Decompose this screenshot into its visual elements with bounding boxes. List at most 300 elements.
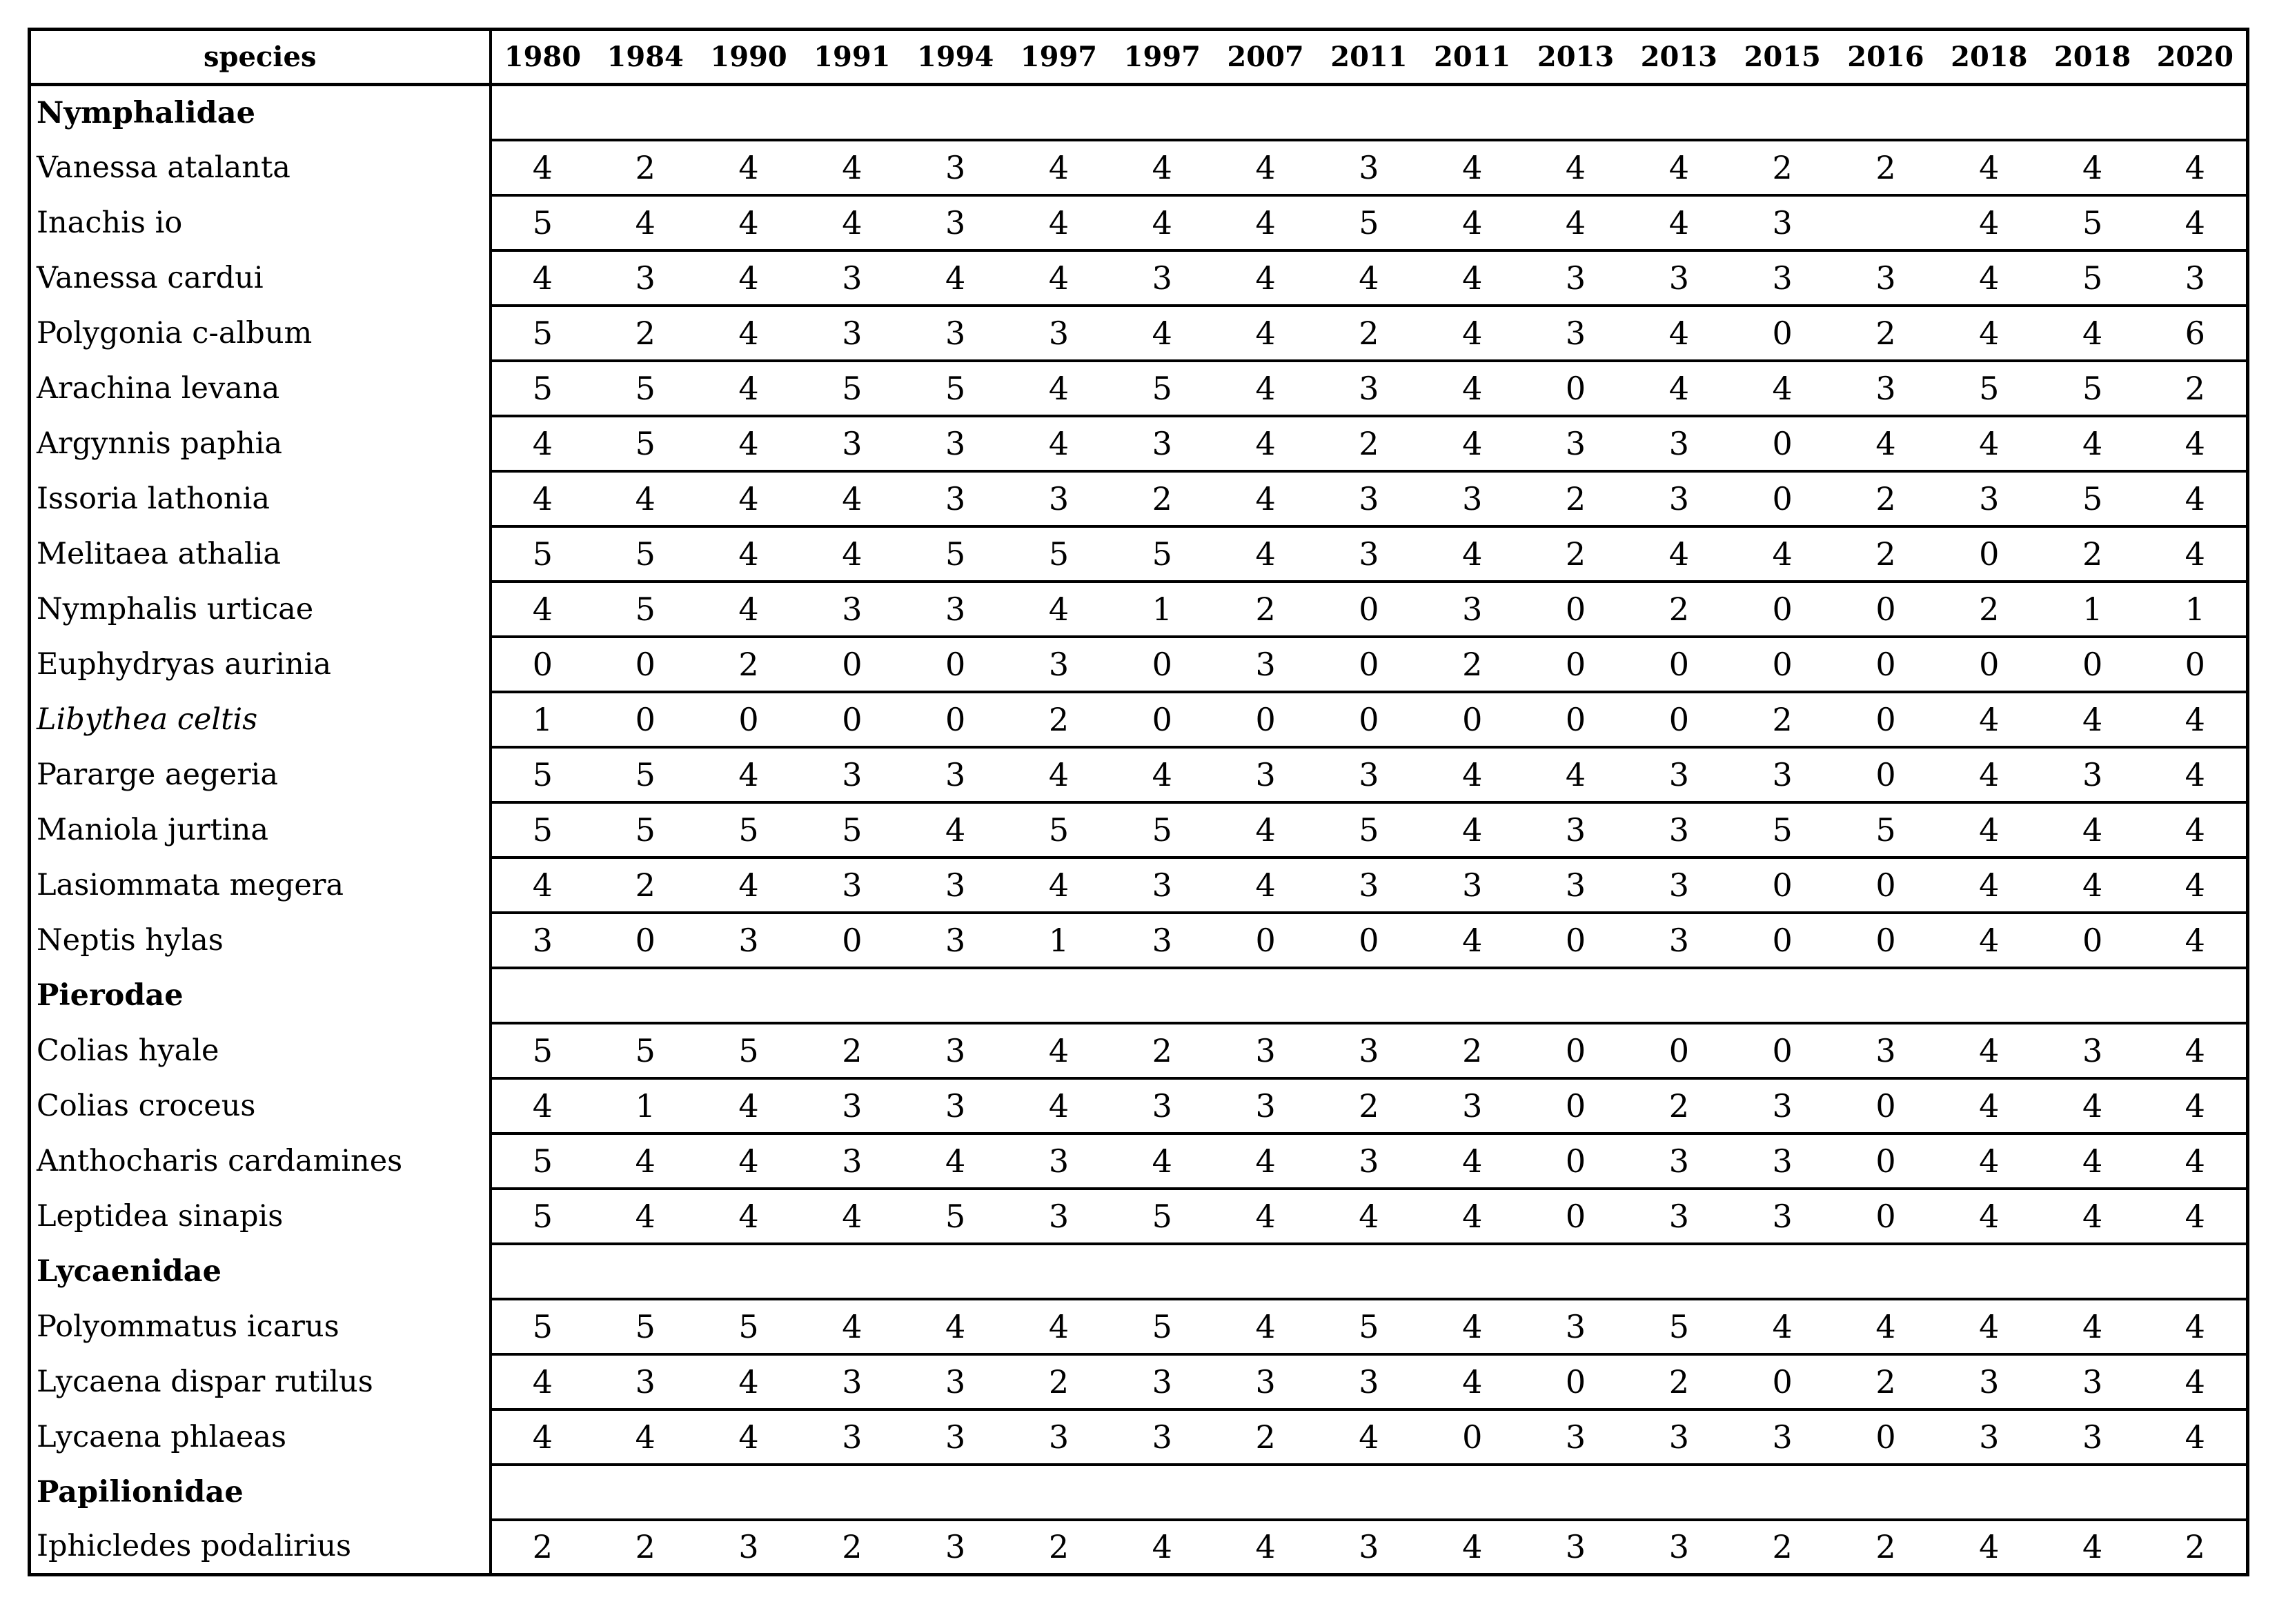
table-cell: 3 bbox=[1524, 1409, 1628, 1465]
table-cell: 2 bbox=[1524, 526, 1628, 582]
table-cell: 0 bbox=[1214, 913, 1317, 968]
table-cell: 4 bbox=[1421, 195, 1524, 250]
table-cell: 2 bbox=[1214, 582, 1317, 637]
year-column-header: 2011 bbox=[1421, 30, 1524, 85]
table-cell: 0 bbox=[1421, 692, 1524, 747]
table-cell: 2 bbox=[2145, 361, 2248, 416]
species-column-header: species bbox=[30, 30, 491, 85]
table-cell: 3 bbox=[904, 306, 1007, 361]
table-cell: 3 bbox=[1834, 250, 1938, 306]
table-cell: 3 bbox=[800, 858, 904, 913]
table-cell: 4 bbox=[2145, 1133, 2248, 1189]
table-cell: 5 bbox=[491, 195, 594, 250]
table-cell: 4 bbox=[1214, 1189, 1317, 1244]
table-cell: 4 bbox=[1627, 306, 1731, 361]
table-cell: 4 bbox=[1834, 416, 1938, 471]
table-cell: 3 bbox=[1007, 471, 1111, 526]
table-cell: 3 bbox=[1007, 1409, 1111, 1465]
year-column-header: 2016 bbox=[1834, 30, 1938, 85]
table-cell: 3 bbox=[1110, 913, 1214, 968]
table-row bbox=[30, 306, 2248, 361]
table-cell: 4 bbox=[491, 1354, 594, 1409]
table-cell: 0 bbox=[1214, 692, 1317, 747]
table-cell: 4 bbox=[800, 140, 904, 195]
species-name: Pararge aegeria bbox=[30, 747, 491, 802]
table-cell: 5 bbox=[491, 802, 594, 858]
table-cell: 4 bbox=[697, 1078, 800, 1133]
table-cell: 4 bbox=[2145, 858, 2248, 913]
table-row bbox=[30, 416, 2248, 471]
table-cell: 3 bbox=[738, 1528, 759, 1566]
species-table bbox=[28, 28, 2249, 1576]
table-cell: 3 bbox=[1731, 747, 1834, 802]
table-cell: 3 bbox=[800, 747, 904, 802]
year-column-header: 2020 bbox=[2145, 30, 2248, 85]
table-container bbox=[28, 28, 2249, 1576]
table-cell: 3 bbox=[1110, 416, 1214, 471]
table-cell: 0 bbox=[1731, 471, 1834, 526]
table-cell: 3 bbox=[1524, 416, 1628, 471]
table-cell: 3 bbox=[904, 195, 1007, 250]
table-cell: 4 bbox=[593, 471, 697, 526]
table-cell: 3 bbox=[1731, 250, 1834, 306]
table-cell: 5 bbox=[491, 1023, 594, 1078]
table-cell: 1 bbox=[593, 1078, 697, 1133]
table-cell: 2 bbox=[697, 637, 800, 692]
table-cell: 3 bbox=[1317, 361, 1421, 416]
table-cell: 3 bbox=[800, 1354, 904, 1409]
table-cell: 3 bbox=[1214, 1078, 1317, 1133]
table-cell: 4 bbox=[1938, 747, 2041, 802]
table-cell: 0 bbox=[904, 637, 1007, 692]
table-cell: 3 bbox=[1359, 1528, 1379, 1566]
year-column-header: 1980 bbox=[491, 30, 594, 85]
table-cell: 3 bbox=[1421, 1078, 1524, 1133]
table-cell: 4 bbox=[1007, 1078, 1111, 1133]
table-cell: 3 bbox=[1938, 1354, 2041, 1409]
table-cell: 3 bbox=[1627, 416, 1731, 471]
table-cell: 4 bbox=[1938, 306, 2041, 361]
table-cell: 3 bbox=[1524, 306, 1628, 361]
table-cell: 5 bbox=[593, 802, 697, 858]
table-cell: 2 bbox=[532, 1528, 553, 1566]
table-cell: 2 bbox=[800, 1023, 904, 1078]
table-cell: 3 bbox=[1007, 1189, 1111, 1244]
table-cell: 4 bbox=[1152, 1528, 1172, 1566]
table-cell: 3 bbox=[1731, 1133, 1834, 1189]
year-column-header: 2013 bbox=[1524, 30, 1628, 85]
table-cell: 2 bbox=[842, 1528, 862, 1566]
table-cell: 3 bbox=[2041, 1409, 2145, 1465]
table-cell: 2 bbox=[1627, 1078, 1731, 1133]
table-cell: 1 bbox=[1110, 582, 1214, 637]
table-cell: 3 bbox=[1007, 1133, 1111, 1189]
table-cell: 4 bbox=[1938, 250, 2041, 306]
table-cell: 3 bbox=[1524, 250, 1628, 306]
table-cell: 3 bbox=[1731, 1189, 1834, 1244]
table-cell: 4 bbox=[1421, 1189, 1524, 1244]
table-cell: 3 bbox=[1627, 913, 1731, 968]
table-cell bbox=[1834, 195, 1938, 250]
table-cell: 2 bbox=[2185, 1528, 2205, 1566]
table-row bbox=[30, 747, 2248, 802]
table-cell: 3 bbox=[1627, 1133, 1731, 1189]
table-cell: 3 bbox=[1627, 858, 1731, 913]
table-cell: 2 bbox=[2041, 526, 2145, 582]
table-cell: 0 bbox=[1110, 692, 1214, 747]
table-cell: 4 bbox=[697, 582, 800, 637]
table-row bbox=[30, 1189, 2248, 1244]
table-cell: 3 bbox=[904, 1409, 1007, 1465]
table-cell: 3 bbox=[904, 1078, 1007, 1133]
table-cell: 2 bbox=[1007, 692, 1111, 747]
table-cell: 0 bbox=[1317, 637, 1421, 692]
table-cell: 3 bbox=[1007, 637, 1111, 692]
table-cell: 4 bbox=[2145, 1023, 2248, 1078]
table-cell: 3 bbox=[904, 913, 1007, 968]
table-cell: 4 bbox=[1421, 306, 1524, 361]
table-row bbox=[30, 1078, 2248, 1133]
table-cell: 1 bbox=[2145, 582, 2248, 637]
table-cell: 4 bbox=[697, 361, 800, 416]
table-cell: 4 bbox=[1627, 140, 1731, 195]
table-cell: 4 bbox=[1731, 1299, 1834, 1354]
family-row-blank bbox=[491, 1244, 2248, 1299]
table-cell: 4 bbox=[2145, 526, 2248, 582]
table-cell: 4 bbox=[1462, 1528, 1483, 1566]
table-cell: 4 bbox=[2145, 1299, 2248, 1354]
table-row bbox=[30, 1409, 2248, 1465]
table-cell: 3 bbox=[1834, 1023, 1938, 1078]
table-cell: 4 bbox=[1938, 1133, 2041, 1189]
species-name: Argynnis paphia bbox=[30, 416, 491, 471]
table-cell: 4 bbox=[1938, 1078, 2041, 1133]
table-cell: 5 bbox=[1007, 802, 1111, 858]
table-cell: 4 bbox=[2041, 1189, 2145, 1244]
table-cell: 3 bbox=[800, 306, 904, 361]
table-cell: 5 bbox=[1731, 802, 1834, 858]
table-cell: 0 bbox=[1317, 582, 1421, 637]
table-cell: 3 bbox=[1627, 802, 1731, 858]
table-cell: 2 bbox=[1834, 526, 1938, 582]
table-cell: 3 bbox=[1110, 250, 1214, 306]
table-cell: 4 bbox=[1110, 306, 1214, 361]
table-cell: 0 bbox=[1524, 1189, 1628, 1244]
table-cell: 4 bbox=[904, 1299, 1007, 1354]
table-cell: 3 bbox=[1627, 1189, 1731, 1244]
table-cell: 4 bbox=[491, 1409, 594, 1465]
table-cell: 6 bbox=[2145, 306, 2248, 361]
table-cell: 3 bbox=[593, 1354, 697, 1409]
table-cell: 4 bbox=[1938, 692, 2041, 747]
table-cell: 4 bbox=[1214, 1299, 1317, 1354]
table-cell: 3 bbox=[904, 747, 1007, 802]
table-cell: 2 bbox=[1834, 471, 1938, 526]
table-cell: 4 bbox=[697, 416, 800, 471]
table-row bbox=[30, 526, 2248, 582]
table-cell: 4 bbox=[2145, 802, 2248, 858]
table-cell: 0 bbox=[1731, 416, 1834, 471]
table-cell: 4 bbox=[2145, 1189, 2248, 1244]
table-cell: 3 bbox=[1524, 858, 1628, 913]
table-cell: 3 bbox=[1421, 858, 1524, 913]
table-cell: 0 bbox=[1524, 582, 1628, 637]
table-cell: 4 bbox=[1007, 858, 1111, 913]
table-cell: 3 bbox=[904, 858, 1007, 913]
table-cell: 3 bbox=[1317, 140, 1421, 195]
table-cell: 3 bbox=[1627, 747, 1731, 802]
table-cell: 2 bbox=[1875, 1528, 1896, 1566]
table-cell: 0 bbox=[1524, 1133, 1628, 1189]
table-cell: 4 bbox=[1421, 1133, 1524, 1189]
table-cell: 4 bbox=[2145, 195, 2248, 250]
table-cell: 4 bbox=[1214, 416, 1317, 471]
table-cell: 4 bbox=[1214, 858, 1317, 913]
table-cell: 4 bbox=[593, 1409, 697, 1465]
table-cell: 4 bbox=[1627, 526, 1731, 582]
table-cell: 0 bbox=[1524, 1023, 1628, 1078]
species-name: Colias croceus bbox=[30, 1078, 491, 1133]
table-cell: 4 bbox=[1110, 747, 1214, 802]
table-cell: 4 bbox=[1317, 1189, 1421, 1244]
table-cell: 0 bbox=[2041, 637, 2145, 692]
table-cell: 4 bbox=[1421, 1299, 1524, 1354]
table-cell: 4 bbox=[1214, 140, 1317, 195]
table-cell: 4 bbox=[800, 471, 904, 526]
table-cell: 4 bbox=[697, 1409, 800, 1465]
table-cell: 4 bbox=[2145, 692, 2248, 747]
table-cell: 4 bbox=[1214, 526, 1317, 582]
year-column-header: 2015 bbox=[1731, 30, 1834, 85]
table-cell: 3 bbox=[1317, 858, 1421, 913]
table-cell: 0 bbox=[800, 637, 904, 692]
table-cell: 4 bbox=[697, 140, 800, 195]
year-column-header: 2013 bbox=[1627, 30, 1731, 85]
species-name: Issoria lathonia bbox=[30, 471, 491, 526]
table-cell: 4 bbox=[1214, 250, 1317, 306]
table-row bbox=[30, 858, 2248, 913]
table-cell: 4 bbox=[2041, 692, 2145, 747]
table-cell: 3 bbox=[2041, 1354, 2145, 1409]
table-cell: 2 bbox=[1627, 582, 1731, 637]
table-cell: 4 bbox=[1938, 913, 2041, 968]
table-cell: 4 bbox=[1421, 416, 1524, 471]
table-cell: 4 bbox=[1731, 526, 1834, 582]
table-row bbox=[30, 1299, 2248, 1354]
table-cell: 4 bbox=[1421, 361, 1524, 416]
table-cell: 3 bbox=[904, 1354, 1007, 1409]
table-cell: 2 bbox=[593, 306, 697, 361]
table-cell: 4 bbox=[1524, 140, 1628, 195]
table-cell: 3 bbox=[904, 1023, 1007, 1078]
table-cell: 2 bbox=[1317, 1078, 1421, 1133]
table-cell: 4 bbox=[2041, 140, 2145, 195]
table-cell: 4 bbox=[1214, 361, 1317, 416]
table-cell: 0 bbox=[1627, 692, 1731, 747]
family-name: Papilionidae bbox=[30, 1465, 491, 1520]
table-cell: 4 bbox=[904, 250, 1007, 306]
table-cell: 4 bbox=[1214, 802, 1317, 858]
table-cell: 3 bbox=[1421, 582, 1524, 637]
table-cell: 4 bbox=[1938, 802, 2041, 858]
table-cell: 0 bbox=[1627, 1023, 1731, 1078]
table-cell: 2 bbox=[593, 140, 697, 195]
table-cell: 3 bbox=[593, 250, 697, 306]
family-row bbox=[30, 85, 2248, 140]
table-cell: 4 bbox=[1007, 582, 1111, 637]
table-cell: 3 bbox=[1110, 1409, 1214, 1465]
table-cell: 2 bbox=[1834, 306, 1938, 361]
table-cell: 3 bbox=[1214, 637, 1317, 692]
table-cell: 5 bbox=[1110, 526, 1214, 582]
table-cell: 3 bbox=[491, 913, 594, 968]
table-cell: 4 bbox=[491, 582, 594, 637]
table-cell: 4 bbox=[697, 1189, 800, 1244]
table-cell: 4 bbox=[1627, 361, 1731, 416]
table-cell: 4 bbox=[1421, 802, 1524, 858]
table-cell: 4 bbox=[2145, 471, 2248, 526]
table-cell: 0 bbox=[1834, 1078, 1938, 1133]
table-cell: 4 bbox=[1007, 195, 1111, 250]
table-cell: 0 bbox=[1627, 637, 1731, 692]
year-column-header: 2018 bbox=[1938, 30, 2041, 85]
table-cell: 0 bbox=[1524, 637, 1628, 692]
table-cell: 0 bbox=[1834, 1409, 1938, 1465]
table-cell: 0 bbox=[1731, 1023, 1834, 1078]
table-cell: 5 bbox=[697, 1023, 800, 1078]
table-cell: 4 bbox=[1214, 1133, 1317, 1189]
table-cell: 4 bbox=[1834, 1299, 1938, 1354]
table-cell: 4 bbox=[2041, 416, 2145, 471]
table-cell: 4 bbox=[1110, 140, 1214, 195]
table-cell: 3 bbox=[1214, 1023, 1317, 1078]
header-row bbox=[30, 30, 2248, 85]
table-cell: 2 bbox=[1317, 416, 1421, 471]
table-cell: 0 bbox=[1834, 692, 1938, 747]
table-row bbox=[30, 361, 2248, 416]
table-cell: 2 bbox=[1048, 1528, 1070, 1566]
table-cell: 2 bbox=[1731, 140, 1834, 195]
table-cell: 5 bbox=[2041, 471, 2145, 526]
species-name: Leptidea sinapis bbox=[30, 1189, 491, 1244]
table-cell: 0 bbox=[800, 913, 904, 968]
table-cell: 4 bbox=[1731, 361, 1834, 416]
table-cell: 3 bbox=[1317, 1023, 1421, 1078]
table-cell: 4 bbox=[1214, 471, 1317, 526]
table-cell: 3 bbox=[800, 1133, 904, 1189]
table-cell: 5 bbox=[1317, 1299, 1421, 1354]
table-cell: 4 bbox=[1938, 858, 2041, 913]
table-cell: 2 bbox=[1627, 1354, 1731, 1409]
table-cell: 3 bbox=[697, 913, 800, 968]
table-cell: 4 bbox=[697, 471, 800, 526]
table-cell: 4 bbox=[1007, 1299, 1111, 1354]
table-cell: 4 bbox=[2145, 913, 2248, 968]
table-cell: 0 bbox=[1834, 637, 1938, 692]
table-cell: 4 bbox=[697, 195, 800, 250]
table-cell: 5 bbox=[1317, 802, 1421, 858]
year-column-header: 1997 bbox=[1007, 30, 1111, 85]
table-cell: 4 bbox=[491, 858, 594, 913]
table-cell: 0 bbox=[1731, 913, 1834, 968]
table-cell: 2 bbox=[1834, 140, 1938, 195]
table-cell: 3 bbox=[904, 471, 1007, 526]
table-cell: 4 bbox=[2041, 1133, 2145, 1189]
table-cell: 5 bbox=[593, 1023, 697, 1078]
table-cell: 5 bbox=[904, 361, 1007, 416]
table-cell: 4 bbox=[1317, 250, 1421, 306]
table-cell: 3 bbox=[1731, 1078, 1834, 1133]
table-row bbox=[30, 913, 2248, 968]
table-cell: 4 bbox=[1627, 195, 1731, 250]
table-row bbox=[30, 250, 2248, 306]
table-cell: 3 bbox=[2041, 1023, 2145, 1078]
table-cell: 4 bbox=[1317, 1409, 1421, 1465]
table-cell: 3 bbox=[2041, 747, 2145, 802]
table-row bbox=[30, 471, 2248, 526]
species-name: Inachis io bbox=[30, 195, 491, 250]
table-cell: 3 bbox=[904, 582, 1007, 637]
table-cell: 4 bbox=[2145, 747, 2248, 802]
table-cell: 2 bbox=[1772, 1528, 1793, 1566]
table-cell: 3 bbox=[2145, 250, 2248, 306]
table-cell: 0 bbox=[1524, 1354, 1628, 1409]
table-cell: 3 bbox=[800, 416, 904, 471]
table-row bbox=[30, 802, 2248, 858]
species-name: Vanessa atalanta bbox=[30, 140, 491, 195]
species-name: Lycaena phlaeas bbox=[30, 1409, 491, 1465]
species-name: Colias hyale bbox=[30, 1023, 491, 1078]
table-body bbox=[30, 85, 2248, 1575]
year-column-header: 1984 bbox=[593, 30, 697, 85]
table-cell: 4 bbox=[1007, 1023, 1111, 1078]
species-name: Maniola jurtina bbox=[30, 802, 491, 858]
table-cell: 0 bbox=[1731, 306, 1834, 361]
table-cell: 3 bbox=[1938, 1409, 2041, 1465]
table-cell: 3 bbox=[1007, 306, 1111, 361]
table-row bbox=[30, 582, 2248, 637]
table-row bbox=[30, 1023, 2248, 1078]
table-cell: 3 bbox=[1627, 1409, 1731, 1465]
table-cell: 4 bbox=[800, 195, 904, 250]
table-cell: 3 bbox=[904, 140, 1007, 195]
table-cell: 4 bbox=[1421, 526, 1524, 582]
table-cell: 3 bbox=[1110, 1354, 1214, 1409]
table-cell: 0 bbox=[1834, 1189, 1938, 1244]
table-cell: 4 bbox=[697, 1354, 800, 1409]
table-cell: 5 bbox=[491, 526, 594, 582]
species-name: Arachina levana bbox=[30, 361, 491, 416]
table-cell: 5 bbox=[1110, 1189, 1214, 1244]
table-cell: 4 bbox=[2145, 1354, 2248, 1409]
table-cell: 3 bbox=[1317, 747, 1421, 802]
table-cell: 5 bbox=[593, 1299, 697, 1354]
table-cell: 3 bbox=[1214, 1354, 1317, 1409]
table-cell: 0 bbox=[593, 692, 697, 747]
table-cell: 4 bbox=[2041, 858, 2145, 913]
table-cell: 4 bbox=[697, 1133, 800, 1189]
table-cell: 3 bbox=[1731, 1409, 1834, 1465]
table-cell: 2 bbox=[1214, 1409, 1317, 1465]
table-cell: 2 bbox=[593, 858, 697, 913]
table-cell: 4 bbox=[697, 747, 800, 802]
table-cell: 4 bbox=[2082, 1528, 2103, 1566]
table-cell: 5 bbox=[2041, 361, 2145, 416]
table-cell: 4 bbox=[1255, 1528, 1276, 1566]
table-cell: 4 bbox=[2145, 416, 2248, 471]
table-cell: 3 bbox=[945, 1528, 966, 1566]
table-row bbox=[30, 692, 2248, 747]
